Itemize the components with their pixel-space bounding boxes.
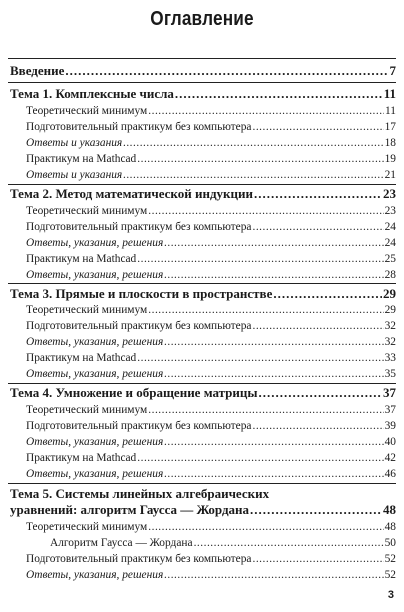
toc-page-number: 35 [384, 368, 396, 380]
toc-item-label: Практикум на Mathcad [26, 153, 137, 165]
toc-item[interactable] [26, 466, 396, 482]
dot-leader [65, 63, 388, 79]
toc-item[interactable] [26, 318, 396, 334]
toc-item[interactable] [26, 434, 396, 450]
dot-leader [123, 135, 383, 151]
page-title: Оглавление [150, 8, 254, 30]
dot-leader [252, 119, 383, 135]
toc-item-label: Ответы, указания, решения [26, 468, 164, 480]
divider [8, 184, 396, 185]
toc-item-label: Подготовительный практикум без компьютера [26, 553, 252, 565]
toc-entry-label: Введение [10, 63, 65, 78]
toc-page-number: 29 [384, 304, 396, 316]
toc-page-number: 24 [384, 237, 396, 249]
toc-page-number: 52 [384, 569, 396, 581]
toc-page-number: 32 [384, 320, 396, 332]
toc-item[interactable] [26, 251, 396, 267]
toc-page-number: 19 [384, 153, 396, 165]
dot-leader [252, 318, 383, 334]
page-number: 3 [387, 589, 394, 601]
toc-item-label: Ответы, указания, решения [26, 368, 164, 380]
divider [8, 283, 396, 284]
dot-leader [137, 151, 383, 167]
toc-item[interactable] [26, 334, 396, 350]
toc-item-label: Подготовительный практикум без компьютера [26, 221, 252, 233]
toc-item-label: Алгоритм Гаусса — Жордана [50, 537, 193, 549]
toc-page-number: 29 [383, 286, 396, 301]
toc-item-label: Ответы и указания [26, 137, 123, 149]
toc-item-label: Теоретический минимум [26, 105, 148, 117]
dot-leader [254, 186, 382, 202]
chapter-title: Тема 2. Метод математической индукции [10, 186, 253, 201]
toc-page-number: 37 [383, 385, 396, 400]
toc-item[interactable] [26, 519, 396, 535]
toc-item-label: Ответы, указания, решения [26, 569, 164, 581]
toc-page-number: 11 [383, 86, 396, 101]
dot-leader [148, 203, 383, 219]
dot-leader [164, 366, 383, 382]
toc-item-label: Ответы, указания, решения [26, 336, 164, 348]
toc-page-number: 23 [383, 186, 396, 201]
dot-leader [148, 103, 384, 119]
dot-leader [137, 350, 383, 366]
divider [8, 82, 396, 83]
dot-leader [137, 450, 383, 466]
toc-item-label: Ответы, указания, решения [26, 269, 164, 281]
dot-leader [194, 535, 384, 551]
dot-leader [164, 267, 383, 283]
chapter-title: Тема 4. Умножение и обращение матрицы [10, 385, 258, 400]
chapter-title-line-2: уравнений: алгоритм Гаусса — Жордана [10, 502, 250, 517]
toc-page-number: 40 [384, 436, 396, 448]
toc-item[interactable] [26, 203, 396, 219]
toc-item[interactable] [26, 567, 396, 583]
toc-page-number: 24 [384, 221, 396, 233]
toc-page-number: 48 [383, 502, 396, 517]
toc-page-number: 25 [384, 253, 396, 265]
toc-chapter-4[interactable] [10, 385, 396, 401]
toc-page-number: 17 [384, 121, 396, 133]
toc-page-number: 28 [384, 269, 396, 281]
dot-leader [252, 418, 383, 434]
toc-item-label: Теоретический минимум [26, 205, 148, 217]
toc-item-label: Подготовительный практикум без компьютера [26, 121, 252, 133]
dot-leader [148, 402, 383, 418]
toc-item[interactable] [26, 402, 396, 418]
toc-chapter-1[interactable] [10, 86, 396, 102]
toc-page-number: 52 [384, 553, 396, 565]
toc-chapter-2[interactable] [10, 186, 396, 202]
dot-leader [137, 251, 383, 267]
toc-item-label: Ответы, указания, решения [26, 237, 164, 249]
toc-item-label: Подготовительный практикум без компьютера [26, 320, 252, 332]
toc-item-label: Практикум на Mathcad [26, 452, 137, 464]
toc-item[interactable] [26, 167, 396, 183]
top-divider [8, 58, 396, 59]
divider [8, 383, 396, 384]
toc-item[interactable] [26, 235, 396, 251]
toc-entry-intro[interactable] [10, 63, 396, 79]
dot-leader [164, 567, 383, 583]
toc-item-label: Теоретический минимум [26, 304, 148, 316]
toc-page-number: 50 [384, 537, 396, 549]
toc-item[interactable] [26, 302, 396, 318]
dot-leader [273, 286, 382, 302]
toc-item[interactable] [26, 135, 396, 151]
toc-page-number: 18 [384, 137, 396, 149]
toc-page-number: 46 [384, 468, 396, 480]
toc-page-number: 37 [384, 404, 396, 416]
dot-leader [164, 235, 383, 251]
toc-item[interactable] [26, 267, 396, 283]
dot-leader [164, 434, 383, 450]
toc-item[interactable] [26, 350, 396, 366]
toc-page-number: 39 [384, 420, 396, 432]
toc-item-label: Теоретический минимум [26, 521, 148, 533]
toc-item[interactable] [26, 450, 396, 466]
toc-page-number: 23 [384, 205, 396, 217]
toc-item[interactable] [26, 418, 396, 434]
toc-item-label: Теоретический минимум [26, 404, 148, 416]
toc-item-label: Ответы, указания, решения [26, 436, 164, 448]
chapter-title: Тема 3. Прямые и плоскости в пространстве [10, 286, 273, 301]
dot-leader [252, 219, 383, 235]
dot-leader [123, 167, 383, 183]
toc-item[interactable] [26, 219, 396, 235]
toc-subitem[interactable] [50, 535, 396, 551]
toc-page-number: 7 [389, 63, 396, 78]
chapter-title-line-1: Тема 5. Системы линейных алгебраических [10, 486, 270, 501]
toc-page-number: 11 [385, 105, 396, 117]
divider [8, 483, 396, 484]
dot-leader [252, 551, 383, 567]
toc-item[interactable] [26, 119, 396, 135]
toc-page-number: 21 [384, 169, 396, 181]
toc-page-number: 48 [384, 521, 396, 533]
toc-item-label: Практикум на Mathcad [26, 352, 137, 364]
toc-chapter-5[interactable] [10, 502, 396, 518]
toc-item[interactable] [26, 551, 396, 567]
dot-leader [175, 86, 383, 102]
toc-page-number: 42 [384, 452, 396, 464]
toc-item[interactable] [26, 366, 396, 382]
toc-page-number: 32 [384, 336, 396, 348]
toc-item[interactable] [26, 151, 396, 167]
toc-page-number: 33 [384, 352, 396, 364]
chapter-title: Тема 1. Комплексные числа [10, 86, 174, 101]
dot-leader [259, 385, 382, 401]
toc-item-label: Практикум на Mathcad [26, 253, 137, 265]
dot-leader [164, 466, 383, 482]
dot-leader [148, 519, 383, 535]
toc-item[interactable] [26, 103, 396, 119]
toc-chapter-3[interactable] [10, 286, 396, 302]
toc-item-label: Подготовительный практикум без компьютера [26, 420, 252, 432]
dot-leader [250, 502, 382, 518]
dot-leader [164, 334, 383, 350]
toc-item-label: Ответы и указания [26, 169, 123, 181]
dot-leader [148, 302, 383, 318]
